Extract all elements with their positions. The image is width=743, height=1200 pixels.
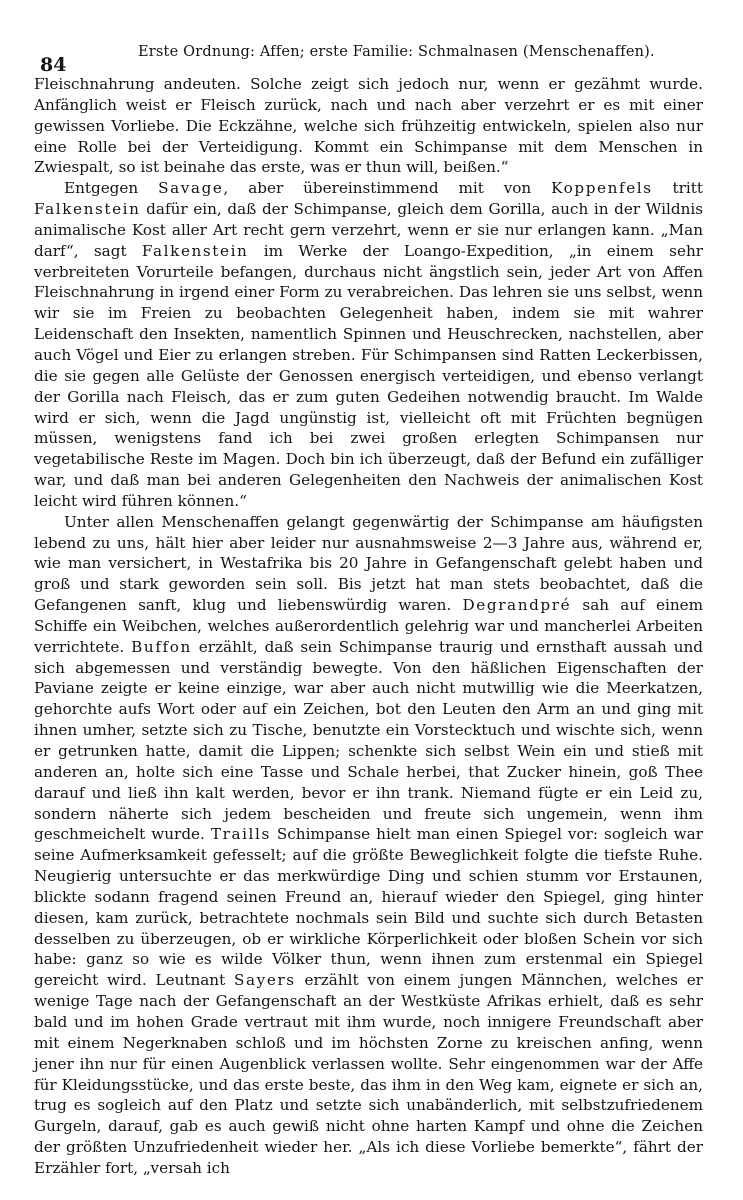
spaced-name: Degrandpré <box>462 596 572 615</box>
spaced-name: Sayers <box>234 971 296 990</box>
text-run: tritt <box>652 179 703 198</box>
text-run: Fleischnahrung andeuten. Solche zeigt sich jedoch nur, wenn er gezähmt wurde. Anfänglich weist er Fleisch zurück, nach und nach aber verzehrt er es mit einer gewissen Vorliebe. Die Eckzähne, welche sich frühzeitig entwickeln, spielen also nur eine Rolle bei der Verteidigung. Kommt ein Schimpanse mit dem Menschen in Zwiespalt, so ist beinahe das erste, was er thun will, beißen.“ <box>34 75 703 177</box>
text-run: Unter allen Menschenaffen gelangt gegenwärtig der Schimpanse am häufigsten lebend zu uns, hält hier aber leider nur ausnahmsweise 2—3 Jahre aus, während er, wie man versichert, in Westafrika bis 20 Jahre in Gefangenschaft gelebt haben und groß und stark geworden sein soll. Bis jetzt hat man stets beobachtet, daß die Gefangenen sanft, klug und liebenswürdig waren. <box>34 512 703 615</box>
paragraph <box>34 178 703 512</box>
text-run: Entgegen <box>64 179 159 198</box>
text-run: im Werke der Loango-Expedition, „in einem sehr verbreiteten Vorurteile befangen, durchaus nicht ängstlich sein, jeder Art von Affen Fleischnahrung in irgend einer Form zu verabreichen. Das lehren sie uns selbst, wenn wir sie im Freien zu beobachten Gelegenheit haben, indem sie mit wahrer Leidenschaft den Insekten, namentlich Spinnen und Heuschrecken, nachstellen, aber auch Vögel und Eier zu erlangen streben. Für Schimpansen sind Ratten Leckerbissen, die sie gegen alle Gelüste der Genossen energisch verteidigen, und ebenso verlangt der Gorilla nach Fleisch, das er zum guten Gedeihen notwendig braucht. Im Walde wird er sich, wenn die Jagd ungünstig ist, vielleicht oft mit Früchten begnügen müssen, wenigstens fand ich bei zwei großen erlegten Schimpansen nur vegetabilische Reste im Magen. Doch bin ich überzeugt, daß der Befund ein zufälliger war, und daß man bei anderen Gelegenheiten den Nachweis der animalischen Kost leicht wird führen können.“ <box>34 241 703 510</box>
running-head <box>34 42 703 76</box>
text-run: , aber übereinstimmend mit von <box>223 179 552 198</box>
page-number: 84 <box>40 54 67 76</box>
paragraph <box>34 74 703 178</box>
text-run: erzählt, daß sein Schimpanse traurig und ernsthaft aussah und sich abgemessen und verständig bewegte. Von den häßlichen Eigenschaften der Paviane zeigte er keine einzige, war aber auch nicht mutwillig wie die Meerkatzen, gehorchte aufs Wort oder auf ein Zeichen, bot den Leuten den Arm an und ging mit ihnen umher, setzte sich zu Tische, benutzte ein Vorstecktuch und wischte sich, wenn er getrunken hatte, damit die Lippen; schenkte sich selbst Wein ein und stieß mit anderen an, holte sich eine Tasse und Schale herbei, that Zucker hinein, goß Thee darauf und ließ ihn kalt werden, bevor er ihn trank. Niemand fügte er ein Leid zu, sondern näherte sich jedem bescheiden und freute sich ungemein, wenn ihm geschmeichelt wurde. <box>34 637 704 844</box>
text-run: dafür ein, daß der Schimpanse, gleich dem Gorilla, auch in der Wildnis animalische Kost aller Art recht gern verzehrt, wenn er sie nur erlangen kann. „Man darf“, sagt <box>34 200 703 260</box>
running-title: Erste Ordnung: Affen; erste Familie: Schmalnasen (Menschenaffen). <box>138 44 655 60</box>
spaced-name: Falkenstein <box>141 241 249 260</box>
body-text <box>34 74 703 1179</box>
spaced-name: Falkenstein <box>34 200 141 219</box>
spaced-name: Savage <box>158 179 224 198</box>
text-run: erzählt von einem jungen Männchen, welches er wenige Tage nach der Gefangenschaft an der Westküste Afrikas erhielt, daß es sehr bald und im hohen Grade vertraut mit ihm wurde, noch innigere Freundschaft aber mit einem Negerknaben schloß und im höchsten Zorne zu kreischen anfing, wenn jener ihn nur für einen Augenblick verlassen wollte. Sehr eingenommen war der Affe für Kleidungsstücke, und das erste beste, das ihm in den Weg kam, eignete er sich an, trug es sogleich auf den Platz und setzte sich unabänderlich, mit selbstzufriedenem Gurgeln, darauf, gab es auch gewiß nicht ohne harten Kampf und ohne die Zeichen der größten Unzufriedenheit wieder her. „Als ich diese Vorliebe bemerkte“, fährt der Erzähler fort, „versah ich <box>34 971 703 1177</box>
text-run: sah auf einem Schiffe ein Weibchen, welches außerordentlich gelehrig war und mancherlei Arbeiten verrichtete. <box>34 596 704 656</box>
paragraph <box>34 512 703 1179</box>
text-run: Schimpanse hielt man einen Spiegel vor: sogleich war seine Aufmerksamkeit gefesselt; auf die größte Beweglichkeit folgte die tiefste Ruhe. Neugierig untersuchte er das merkwürdige Ding und schien stumm vor Erstaunen, blickte sodann fragend seinen Freund an, hierauf wieder den Spiegel, ging hinter diesen, kam zurück, betrachtete nochmals sein Bild und suchte sich durch Betasten desselben zu überzeugen, ob er wirkliche Körperlichkeit oder bloßen Schein vor sich habe: ganz so wie es wilde Völker thun, wenn ihnen zum erstenmal ein Spiegel gereicht wird. Leutnant <box>34 825 703 990</box>
spaced-name: Koppenfels <box>551 179 653 198</box>
spaced-name: Buffon <box>131 637 192 656</box>
spaced-name: Traills <box>210 825 271 844</box>
